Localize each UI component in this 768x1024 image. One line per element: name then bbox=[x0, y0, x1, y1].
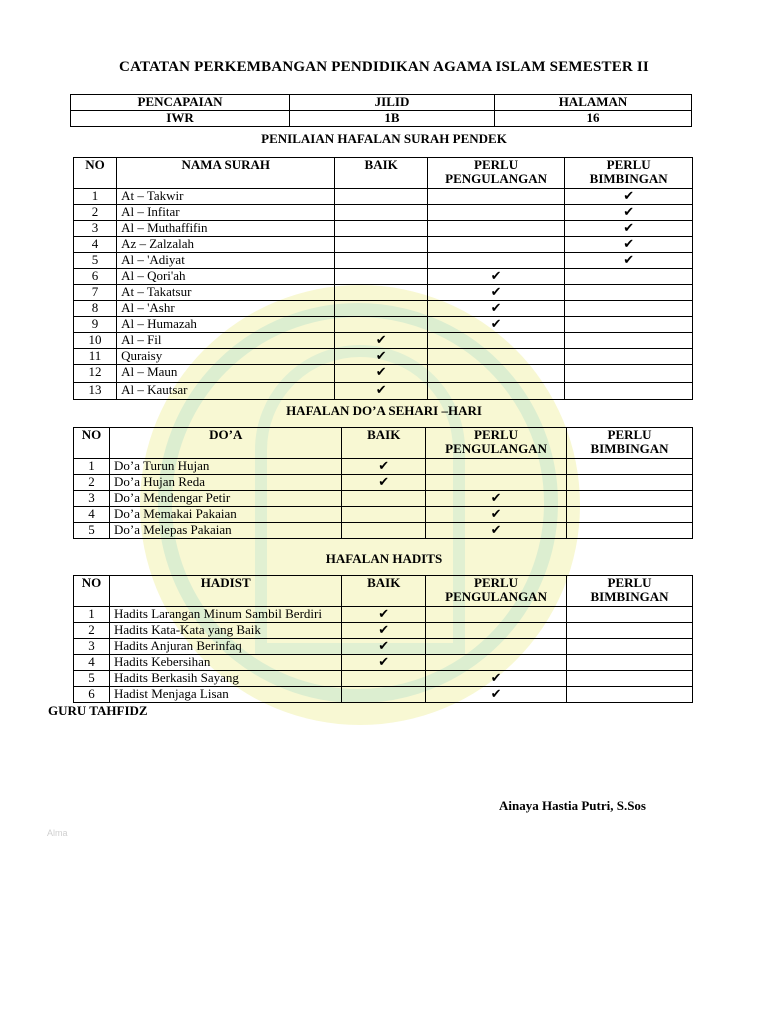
cell-bimbingan bbox=[567, 655, 693, 671]
checkmark-icon: ✔ bbox=[375, 332, 387, 347]
table-row bbox=[74, 349, 693, 365]
cell-baik bbox=[335, 317, 427, 333]
table-row bbox=[74, 655, 693, 671]
column-header-name: HADIST bbox=[110, 576, 342, 607]
item-name: Az – Zalzalah bbox=[117, 237, 335, 253]
row-number: 3 bbox=[74, 221, 117, 237]
cell-bimbingan bbox=[565, 349, 693, 365]
column-header-name: DO’A bbox=[110, 428, 342, 459]
column-header-baik: BAIK bbox=[335, 158, 427, 189]
checkmark-icon: ✔ bbox=[490, 522, 502, 537]
cell-baik bbox=[342, 671, 426, 687]
checkmark-icon: ✔ bbox=[375, 364, 387, 379]
row-number: 2 bbox=[74, 475, 110, 491]
table-row bbox=[74, 671, 693, 687]
cell-baik bbox=[335, 269, 427, 285]
row-number: 7 bbox=[74, 285, 117, 301]
table-row bbox=[74, 285, 693, 301]
cell-pengulangan bbox=[426, 475, 567, 491]
checkmark-icon: ✔ bbox=[378, 638, 390, 653]
doa-header-row bbox=[74, 428, 693, 459]
checkmark-icon: ✔ bbox=[378, 622, 390, 637]
cell-bimbingan bbox=[565, 383, 693, 400]
cell-pengulangan bbox=[426, 507, 567, 523]
table-row bbox=[74, 189, 693, 205]
column-header-baik: BAIK bbox=[342, 576, 426, 607]
cell-pengulangan bbox=[427, 317, 564, 333]
info-value-halaman: 16 bbox=[495, 111, 692, 127]
item-name: Al – 'Ashr bbox=[117, 301, 335, 317]
cell-pengulangan bbox=[427, 349, 564, 365]
cell-baik bbox=[335, 349, 427, 365]
table-row bbox=[74, 317, 693, 333]
cell-bimbingan bbox=[565, 253, 693, 269]
cell-baik bbox=[342, 639, 426, 655]
cell-baik bbox=[335, 221, 427, 237]
checkmark-icon: ✔ bbox=[378, 606, 390, 621]
info-header-row bbox=[71, 95, 692, 111]
cell-pengulangan bbox=[426, 639, 567, 655]
hadits-header-row bbox=[74, 576, 693, 607]
cell-pengulangan bbox=[427, 205, 564, 221]
cell-pengulangan bbox=[426, 607, 567, 623]
info-value-jilid: 1B bbox=[290, 111, 495, 127]
table-row bbox=[74, 523, 693, 539]
checkmark-icon: ✔ bbox=[490, 268, 502, 283]
item-name: Do’a Hujan Reda bbox=[110, 475, 342, 491]
cell-baik bbox=[335, 333, 427, 349]
cell-pengulangan bbox=[426, 523, 567, 539]
cell-bimbingan bbox=[567, 459, 693, 475]
cell-bimbingan bbox=[567, 687, 693, 703]
cell-pengulangan bbox=[427, 221, 564, 237]
info-header-halaman: HALAMAN bbox=[495, 95, 692, 111]
cell-bimbingan bbox=[567, 523, 693, 539]
column-header-pengulangan: PERLU PENGULANGAN bbox=[426, 576, 567, 607]
cell-bimbingan bbox=[567, 623, 693, 639]
cell-baik bbox=[342, 607, 426, 623]
achievement-info-table bbox=[70, 94, 692, 127]
signer-name: Ainaya Hastia Putri, S.Sos bbox=[499, 798, 646, 813]
column-header-no: NO bbox=[74, 576, 110, 607]
checkmark-icon: ✔ bbox=[378, 458, 390, 473]
table-row bbox=[74, 639, 693, 655]
checkmark-icon: ✔ bbox=[490, 670, 502, 685]
cell-bimbingan bbox=[567, 491, 693, 507]
cell-pengulangan bbox=[427, 189, 564, 205]
row-number: 4 bbox=[74, 237, 117, 253]
checkmark-icon: ✔ bbox=[378, 474, 390, 489]
cell-pengulangan bbox=[427, 383, 564, 400]
table-row bbox=[74, 237, 693, 253]
row-number: 10 bbox=[74, 333, 117, 349]
cell-pengulangan bbox=[427, 237, 564, 253]
cell-baik bbox=[342, 623, 426, 639]
column-header-bimbingan: PERLU BIMBINGAN bbox=[565, 158, 693, 189]
table-row bbox=[74, 301, 693, 317]
cell-baik bbox=[342, 507, 426, 523]
cell-baik bbox=[342, 491, 426, 507]
cell-baik bbox=[335, 237, 427, 253]
row-number: 2 bbox=[74, 205, 117, 221]
cell-baik bbox=[335, 383, 427, 400]
row-number: 1 bbox=[74, 607, 110, 623]
column-header-no: NO bbox=[74, 428, 110, 459]
cell-pengulangan bbox=[426, 671, 567, 687]
cell-pengulangan bbox=[426, 623, 567, 639]
row-number: 3 bbox=[74, 639, 110, 655]
table-row bbox=[74, 491, 693, 507]
cell-pengulangan bbox=[427, 253, 564, 269]
checkmark-icon: ✔ bbox=[490, 300, 502, 315]
table-row bbox=[74, 607, 693, 623]
cell-bimbingan bbox=[567, 507, 693, 523]
cell-bimbingan bbox=[565, 285, 693, 301]
table-row bbox=[74, 459, 693, 475]
column-header-baik: BAIK bbox=[342, 428, 426, 459]
column-header-no: NO bbox=[74, 158, 117, 189]
cell-pengulangan bbox=[426, 491, 567, 507]
cell-baik bbox=[342, 475, 426, 491]
surah-section-heading: PENILAIAN HAFALAN SURAH PENDEK bbox=[261, 131, 507, 146]
checkmark-icon: ✔ bbox=[623, 236, 635, 251]
row-number: 4 bbox=[74, 507, 110, 523]
row-number: 9 bbox=[74, 317, 117, 333]
row-number: 6 bbox=[74, 687, 110, 703]
doa-section-heading: HAFALAN DO’A SEHARI –HARI bbox=[286, 403, 482, 418]
table-row bbox=[74, 365, 693, 383]
column-header-pengulangan: PERLU PENGULANGAN bbox=[427, 158, 564, 189]
table-row bbox=[74, 623, 693, 639]
info-header-jilid: JILID bbox=[290, 95, 495, 111]
row-number: 5 bbox=[74, 253, 117, 269]
item-name: Al – Infitar bbox=[117, 205, 335, 221]
row-number: 6 bbox=[74, 269, 117, 285]
checkmark-icon: ✔ bbox=[623, 188, 635, 203]
cell-pengulangan bbox=[427, 285, 564, 301]
table-row bbox=[74, 383, 693, 400]
checkmark-icon: ✔ bbox=[375, 348, 387, 363]
item-name: Hadits Kata-Kata yang Baik bbox=[110, 623, 342, 639]
table-row bbox=[74, 269, 693, 285]
checkmark-icon: ✔ bbox=[378, 654, 390, 669]
row-number: 3 bbox=[74, 491, 110, 507]
checkmark-icon: ✔ bbox=[623, 220, 635, 235]
item-name: Hadist Menjaga Lisan bbox=[110, 687, 342, 703]
document-title: CATATAN PERKEMBANGAN PENDIDIKAN AGAMA ISLAM SEMESTER II bbox=[119, 59, 649, 75]
cell-bimbingan bbox=[567, 475, 693, 491]
info-value-row bbox=[71, 111, 692, 127]
cell-bimbingan bbox=[565, 237, 693, 253]
column-header-bimbingan: PERLU BIMBINGAN bbox=[567, 428, 693, 459]
guru-tahfidz-label: GURU TAHFIDZ bbox=[48, 703, 148, 718]
hadits-section-heading: HAFALAN HADITS bbox=[325, 551, 443, 566]
item-name: Al – Muthaffifin bbox=[117, 221, 335, 237]
row-number: 8 bbox=[74, 301, 117, 317]
table-row bbox=[74, 205, 693, 221]
surah-assessment-table bbox=[73, 157, 693, 400]
cell-bimbingan bbox=[565, 301, 693, 317]
checkmark-icon: ✔ bbox=[490, 686, 502, 701]
cell-bimbingan bbox=[567, 607, 693, 623]
item-name: At – Takwir bbox=[117, 189, 335, 205]
cell-bimbingan bbox=[567, 639, 693, 655]
item-name: At – Takatsur bbox=[117, 285, 335, 301]
item-name: Hadits Berkasih Sayang bbox=[110, 671, 342, 687]
checkmark-icon: ✔ bbox=[375, 382, 387, 397]
row-number: 2 bbox=[74, 623, 110, 639]
item-name: Al – 'Adiyat bbox=[117, 253, 335, 269]
cell-bimbingan bbox=[565, 365, 693, 383]
hadits-assessment-table bbox=[73, 575, 693, 703]
checkmark-icon: ✔ bbox=[490, 284, 502, 299]
cell-pengulangan bbox=[427, 269, 564, 285]
info-value-pencapaian: IWR bbox=[71, 111, 290, 127]
item-name: Do’a Mendengar Petir bbox=[110, 491, 342, 507]
item-name: Do’a Melepas Pakaian bbox=[110, 523, 342, 539]
cell-bimbingan bbox=[565, 205, 693, 221]
item-name: Hadits Larangan Minum Sambil Berdiri bbox=[110, 607, 342, 623]
column-header-pengulangan: PERLU PENGULANGAN bbox=[426, 428, 567, 459]
table-row bbox=[74, 333, 693, 349]
cell-bimbingan bbox=[565, 317, 693, 333]
cell-pengulangan bbox=[426, 687, 567, 703]
row-number: 1 bbox=[74, 189, 117, 205]
cell-baik bbox=[342, 459, 426, 475]
cell-pengulangan bbox=[426, 459, 567, 475]
cell-baik bbox=[335, 285, 427, 301]
cell-baik bbox=[335, 205, 427, 221]
item-name: Quraisy bbox=[117, 349, 335, 365]
cell-bimbingan bbox=[567, 671, 693, 687]
checkmark-icon: ✔ bbox=[490, 316, 502, 331]
cell-baik bbox=[342, 523, 426, 539]
item-name: Hadits Kebersihan bbox=[110, 655, 342, 671]
faint-footer-text: Alma bbox=[47, 828, 68, 838]
checkmark-icon: ✔ bbox=[490, 490, 502, 505]
row-number: 13 bbox=[74, 383, 117, 400]
info-header-pencapaian: PENCAPAIAN bbox=[71, 95, 290, 111]
table-row bbox=[74, 475, 693, 491]
cell-baik bbox=[342, 687, 426, 703]
row-number: 5 bbox=[74, 671, 110, 687]
cell-baik bbox=[335, 253, 427, 269]
row-number: 5 bbox=[74, 523, 110, 539]
item-name: Al – Fil bbox=[117, 333, 335, 349]
cell-bimbingan bbox=[565, 189, 693, 205]
cell-bimbingan bbox=[565, 221, 693, 237]
doa-assessment-table bbox=[73, 427, 693, 539]
surah-header-row bbox=[74, 158, 693, 189]
item-name: Hadits Anjuran Berinfaq bbox=[110, 639, 342, 655]
checkmark-icon: ✔ bbox=[623, 252, 635, 267]
table-row bbox=[74, 507, 693, 523]
row-number: 12 bbox=[74, 365, 117, 383]
table-row bbox=[74, 253, 693, 269]
item-name: Al – Qori'ah bbox=[117, 269, 335, 285]
checkmark-icon: ✔ bbox=[623, 204, 635, 219]
cell-pengulangan bbox=[427, 365, 564, 383]
cell-bimbingan bbox=[565, 269, 693, 285]
item-name: Do’a Memakai Pakaian bbox=[110, 507, 342, 523]
cell-bimbingan bbox=[565, 333, 693, 349]
cell-baik bbox=[335, 301, 427, 317]
row-number: 4 bbox=[74, 655, 110, 671]
column-header-bimbingan: PERLU BIMBINGAN bbox=[567, 576, 693, 607]
table-row bbox=[74, 687, 693, 703]
cell-baik bbox=[335, 365, 427, 383]
cell-baik bbox=[335, 189, 427, 205]
row-number: 1 bbox=[74, 459, 110, 475]
cell-pengulangan bbox=[427, 333, 564, 349]
item-name: Do’a Turun Hujan bbox=[110, 459, 342, 475]
column-header-name: NAMA SURAH bbox=[117, 158, 335, 189]
item-name: Al – Kautsar bbox=[117, 383, 335, 400]
checkmark-icon: ✔ bbox=[490, 506, 502, 521]
row-number: 11 bbox=[74, 349, 117, 365]
table-row bbox=[74, 221, 693, 237]
cell-baik bbox=[342, 655, 426, 671]
item-name: Al – Maun bbox=[117, 365, 335, 383]
cell-pengulangan bbox=[426, 655, 567, 671]
item-name: Al – Humazah bbox=[117, 317, 335, 333]
cell-pengulangan bbox=[427, 301, 564, 317]
